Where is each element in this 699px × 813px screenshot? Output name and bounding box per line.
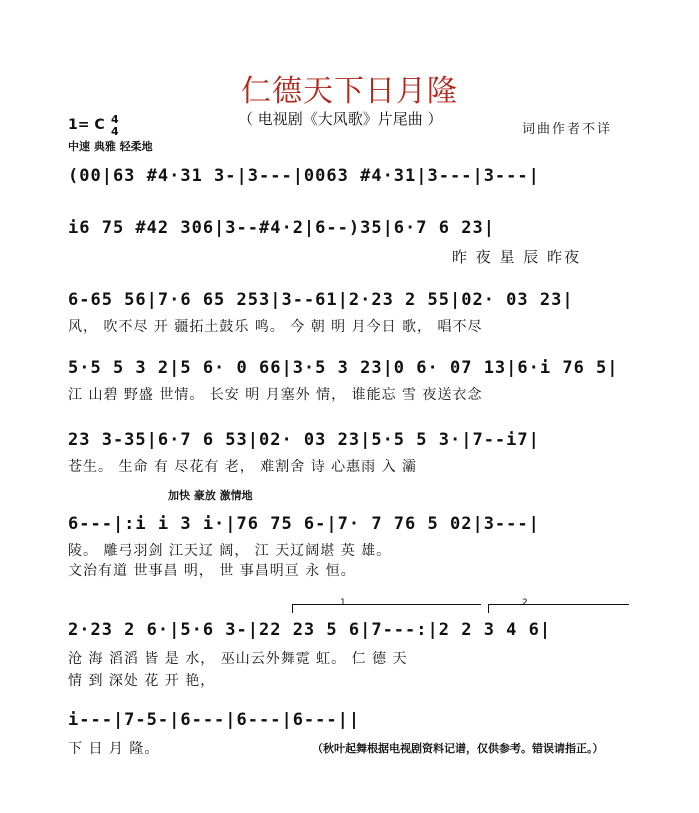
lyric-line: 苍生。 生命 有 尽花有 老， 难割舍 诗 心惠雨 入 灞 (68, 459, 418, 475)
lyric-line: 情 到 深处 花 开 艳， (68, 673, 216, 689)
lyric-line: 沧 海 滔滔 皆 是 水， 巫山云外舞霓 虹。 仁 德 天 (68, 651, 408, 667)
tempo-mark: 加快 豪放 激情地 (168, 489, 253, 502)
song-subtitle: （ 电视剧《大风歌》片尾曲 ） (238, 110, 443, 128)
time-signature-bottom: 4 (111, 125, 119, 138)
notation-line: 6---|:i i 3 i·|76 75 6-|7· 7 76 5 02|3---| (68, 514, 540, 534)
key-signature: 1= C (68, 117, 105, 133)
volta-bracket (292, 604, 481, 613)
lyric-line: 昨 夜 星 辰 昨夜 (452, 248, 582, 266)
volta-bracket (488, 604, 629, 613)
time-signature-top: 4 (111, 113, 119, 126)
notation-line: (00|63 #4·31 3-|3---|0063 #4·31|3---|3---| (68, 166, 540, 186)
tempo-mark: 中速 典雅 轻柔地 (68, 140, 153, 153)
lyric-line: 江 山碧 野盛 世情。 长安 明 月塞外 情， 谁能忘 雪 夜送衣念 (68, 387, 483, 403)
notation-line: 5·5 5 3 2|5 6· 0 66|3·5 3 23|0 6· 07 13|6·i 76 5| (68, 358, 619, 378)
volta-number: 2 (522, 598, 528, 608)
volta-number: 1 (340, 598, 346, 608)
footnote: （秋叶起舞根据电视剧资料记谱，仅供参考。错误请指正。） (312, 742, 604, 755)
lyric-line: 下 日 月 隆。 (68, 741, 160, 757)
notation-line: i---|7-5-|6---|6---|6---|| (68, 710, 361, 730)
song-title: 仁德天下日月隆 (241, 74, 458, 109)
credit-text: 词曲作者不详 (522, 122, 613, 137)
lyric-line: 文治有道 世事昌 明， 世 事昌明亘 永 恒。 (68, 563, 356, 579)
lyric-line: 陵。 雕弓羽剑 江天辽 阔， 江 天辽阔堪 英 雄。 (68, 543, 392, 559)
notation-line: 23 3-35|6·7 6 53|02· 03 23|5·5 5 3·|7--i7| (68, 430, 540, 450)
notation-line: i6 75 #42 306|3--#4·2|6--)35|6·7 6 23| (68, 218, 495, 238)
lyric-line: 风， 吹不尽 开 疆拓土鼓乐 鸣。 今 朝 明 月今日 歌， 唱不尽 (68, 319, 483, 335)
notation-line: 2·23 2 6·|5·6 3-|22 23 5 6|7---:|2 2 3 4 6| (68, 620, 552, 640)
notation-line: 6-65 56|7·6 65 253|3--61|2·23 2 55|02· 03 23| (68, 290, 574, 310)
